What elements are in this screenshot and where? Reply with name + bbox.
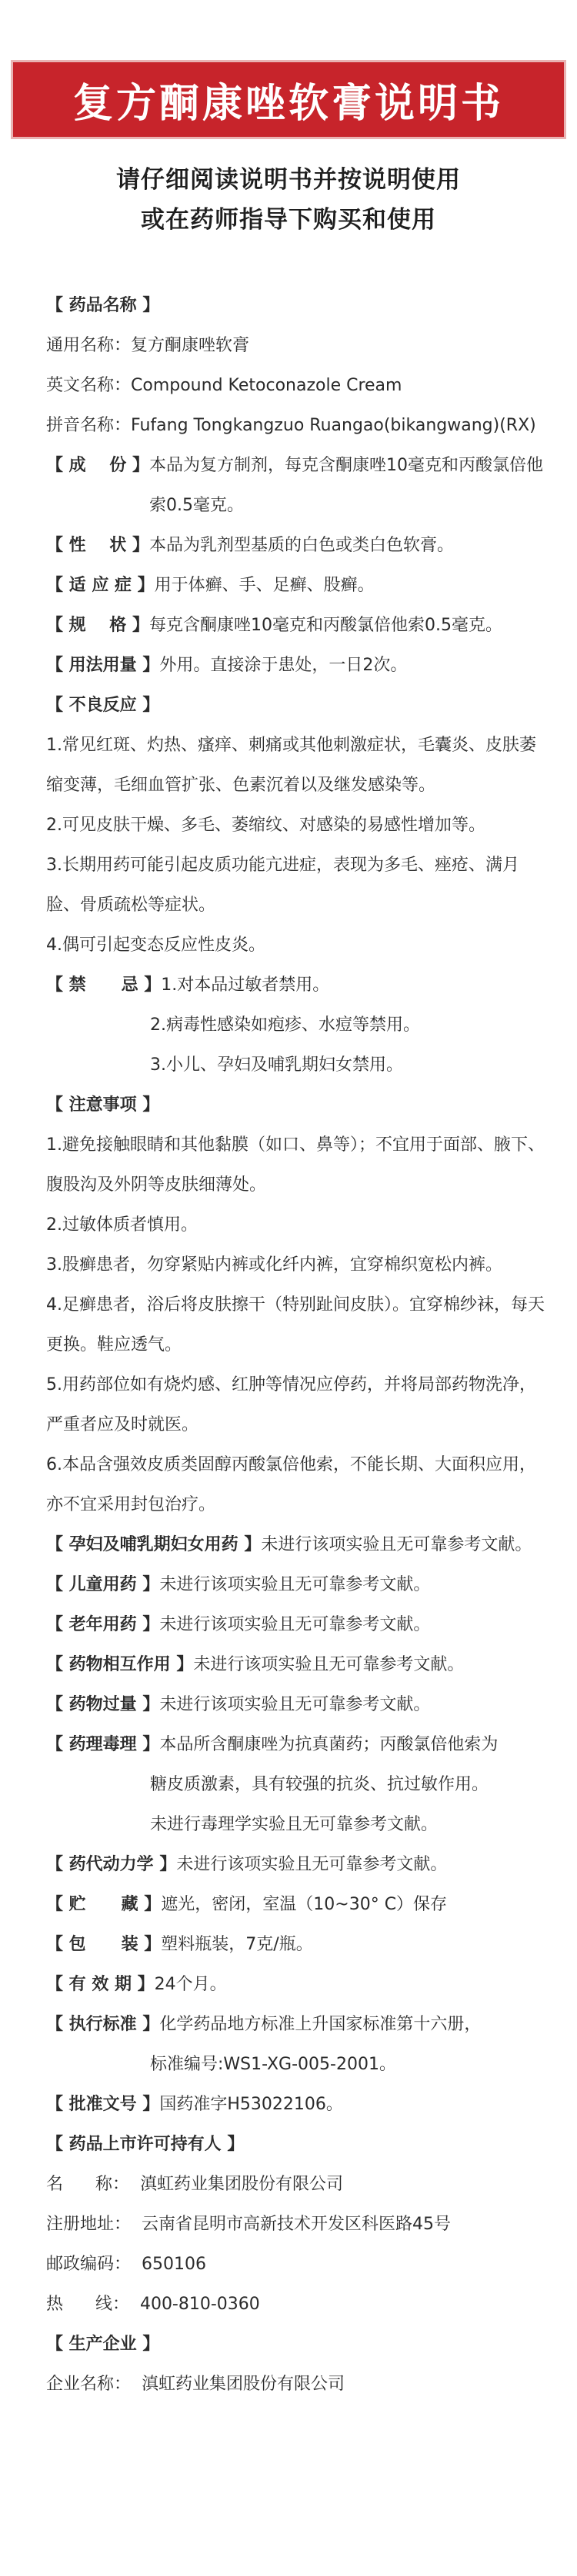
specification-text: 每克含酮康唑10毫克和丙酸氯倍他索0.5毫克。	[148, 616, 502, 635]
leaflet-content	[46, 286, 546, 2405]
description-label: 【 性 状 】	[46, 536, 149, 555]
standard-line: 化学药品地方标准上升国家标准第十六册，	[159, 2015, 482, 2034]
adverse-item: 4.偶可引起变态反应性皮炎。	[46, 936, 265, 955]
precaution-item: 3.股癣患者，勿穿紧贴内裤或化纤内裤，宜穿棉织宽松内裤。	[46, 1255, 502, 1275]
validity-text: 24个月。	[154, 1975, 227, 1994]
pharmacology-line: 未进行毒理学实验且无可靠参考文献。	[150, 1815, 439, 1834]
drug-name-heading: 【 药品名称 】	[46, 296, 160, 315]
contraindications-row	[46, 966, 546, 1005]
adverse-item: 1.常见红斑、灼热、瘙痒、刺痛或其他刺激症状，毛囊炎、皮肤萎缩变薄，毛细血管扩张、色素沉着以及继发感染等。	[46, 736, 536, 795]
dosage-row	[46, 646, 546, 686]
dosage-label: 【 用法用量 】	[46, 656, 160, 675]
validity-label: 【 有 效 期 】	[46, 1975, 155, 1994]
pharmacokinetics-text: 未进行该项实验且无可靠参考文献。	[176, 1855, 448, 1874]
dosage-text: 外用。直接涂于患处，一日2次。	[159, 656, 408, 675]
storage-text: 遮光，密闭，室温（10~30° C）保存	[161, 1895, 448, 1914]
contraindication-item: 2.病毒性感染如疱疹、水痘等禁用。	[150, 1015, 420, 1035]
pharmacology-row	[46, 1725, 546, 1765]
adverse-item: 3.长期用药可能引起皮质功能亢进症，表现为多毛、痤疮、满月脸、骨质疏松等症状。	[46, 856, 519, 915]
page-title: 复方酮康唑软膏说明书	[72, 81, 504, 127]
specification-row	[46, 606, 546, 646]
manufacturer-heading: 【 生产企业 】	[46, 2335, 160, 2354]
geriatric-text: 未进行该项实验且无可靠参考文献。	[159, 1615, 431, 1634]
package-row	[46, 1925, 546, 1965]
pregnancy-label: 【 孕妇及哺乳期妇女用药 】	[46, 1535, 262, 1554]
pharmacology-line: 糖皮质激素，具有较强的抗炎、抗过敏作用。	[150, 1775, 489, 1794]
subtitle-line-2: 或在药师指导下购买和使用	[141, 206, 436, 234]
pharmacokinetics-label: 【 药代动力学 】	[46, 1855, 177, 1874]
pregnancy-row	[46, 1525, 546, 1565]
pharmacology-line: 本品所含酮康唑为抗真菌药；丙酸氯倍他索为	[159, 1735, 499, 1754]
contraindication-item: 3.小儿、孕妇及哺乳期妇女禁用。	[150, 1055, 403, 1075]
geriatric-label: 【 老年用药 】	[46, 1615, 160, 1634]
package-text: 塑料瓶装，7克/瓶。	[161, 1935, 313, 1954]
precaution-item: 1.避免接触眼睛和其他黏膜（如口、鼻等）；不宜用于面部、腋下、腹股沟及外阴等皮肤细薄处。	[46, 1135, 545, 1195]
adverse-item: 2.可见皮肤干燥、多毛、萎缩纹、对感染的易感性增加等。	[46, 816, 485, 835]
adverse-heading: 【 不良反应 】	[46, 696, 160, 715]
approval-text: 国药准字H53022106。	[159, 2095, 343, 2114]
indications-row	[46, 566, 546, 606]
storage-label: 【 贮 藏 】	[46, 1895, 162, 1914]
standard-row	[46, 2005, 546, 2045]
precaution-item: 4.足癣患者，浴后将皮肤擦干（特别趾间皮肤）。宜穿棉纱袜，每天更换。鞋应透气。	[46, 1295, 545, 1354]
standard-label: 【 执行标准 】	[46, 2015, 160, 2034]
precaution-item: 2.过敏体质者慎用。	[46, 1215, 198, 1235]
title-banner	[11, 60, 566, 139]
pediatric-text: 未进行该项实验且无可靠参考文献。	[159, 1575, 431, 1594]
composition-label: 【 成 份 】	[46, 456, 149, 475]
interactions-label: 【 药物相互作用 】	[46, 1655, 194, 1674]
mah-address: 注册地址： 云南省昆明市高新技术开发区科医路45号	[46, 2215, 451, 2234]
precaution-item: 6.本品含强效皮质类固醇丙酸氯倍他索，不能长期、大面积应用，亦不宜采用封包治疗。	[46, 1455, 536, 1514]
specification-label: 【 规 格 】	[46, 616, 149, 635]
approval-label: 【 批准文号 】	[46, 2095, 160, 2114]
contraindication-item: 1.对本品过敏者禁用。	[161, 976, 330, 995]
overdose-text: 未进行该项实验且无可靠参考文献。	[159, 1695, 431, 1714]
indications-text: 用于体癣、手、足癣、股癣。	[154, 576, 375, 595]
pediatric-row	[46, 1565, 546, 1605]
english-name: 英文名称：Compound Ketoconazole Cream	[46, 376, 402, 395]
generic-name: 通用名称：复方酮康唑软膏	[46, 336, 250, 355]
mah-hotline: 热 线： 400-810-0360	[46, 2295, 260, 2314]
interactions-text: 未进行该项实验且无可靠参考文献。	[193, 1655, 465, 1674]
precaution-item: 5.用药部位如有烧灼感、红肿等情况应停药，并将局部药物洗净，严重者应及时就医。	[46, 1375, 536, 1434]
storage-row	[46, 1885, 546, 1925]
pinyin-name: 拼音名称：Fufang Tongkangzuo Ruangao(bikangwang)(RX)	[46, 416, 536, 435]
indications-label: 【 适 应 症 】	[46, 576, 155, 595]
description-row	[46, 526, 546, 566]
contraindications-label: 【 禁 忌 】	[46, 976, 162, 995]
validity-row	[46, 1965, 546, 2005]
package-label: 【 包 装 】	[46, 1935, 162, 1954]
mah-heading: 【 药品上市许可持有人 】	[46, 2135, 245, 2154]
overdose-label: 【 药物过量 】	[46, 1695, 160, 1714]
subtitle-line-1: 请仔细阅读说明书并按说明使用	[116, 166, 461, 194]
overdose-row	[46, 1685, 546, 1725]
precautions-heading: 【 注意事项 】	[46, 1095, 160, 1115]
manufacturer-name: 企业名称： 滇虹药业集团股份有限公司	[46, 2375, 345, 2394]
pediatric-label: 【 儿童用药 】	[46, 1575, 160, 1594]
description-text: 本品为乳剂型基质的白色或类白色软膏。	[148, 536, 454, 555]
geriatric-row	[46, 1605, 546, 1645]
pregnancy-text: 未进行该项实验且无可靠参考文献。	[261, 1535, 532, 1554]
pharmacokinetics-row	[46, 1845, 546, 1885]
standard-line: 标准编号:WS1-XG-005-2001。	[150, 2055, 396, 2074]
composition-text: 本品为复方制剂，每克含酮康唑10毫克和丙酸氯倍他索0.5毫克。	[148, 456, 543, 515]
mah-postcode: 邮政编码： 650106	[46, 2255, 206, 2274]
composition-row	[46, 446, 546, 526]
pharmacology-label: 【 药理毒理 】	[46, 1735, 160, 1754]
mah-name: 名 称： 滇虹药业集团股份有限公司	[46, 2175, 343, 2194]
interactions-row	[46, 1645, 546, 1685]
approval-row	[46, 2085, 546, 2125]
